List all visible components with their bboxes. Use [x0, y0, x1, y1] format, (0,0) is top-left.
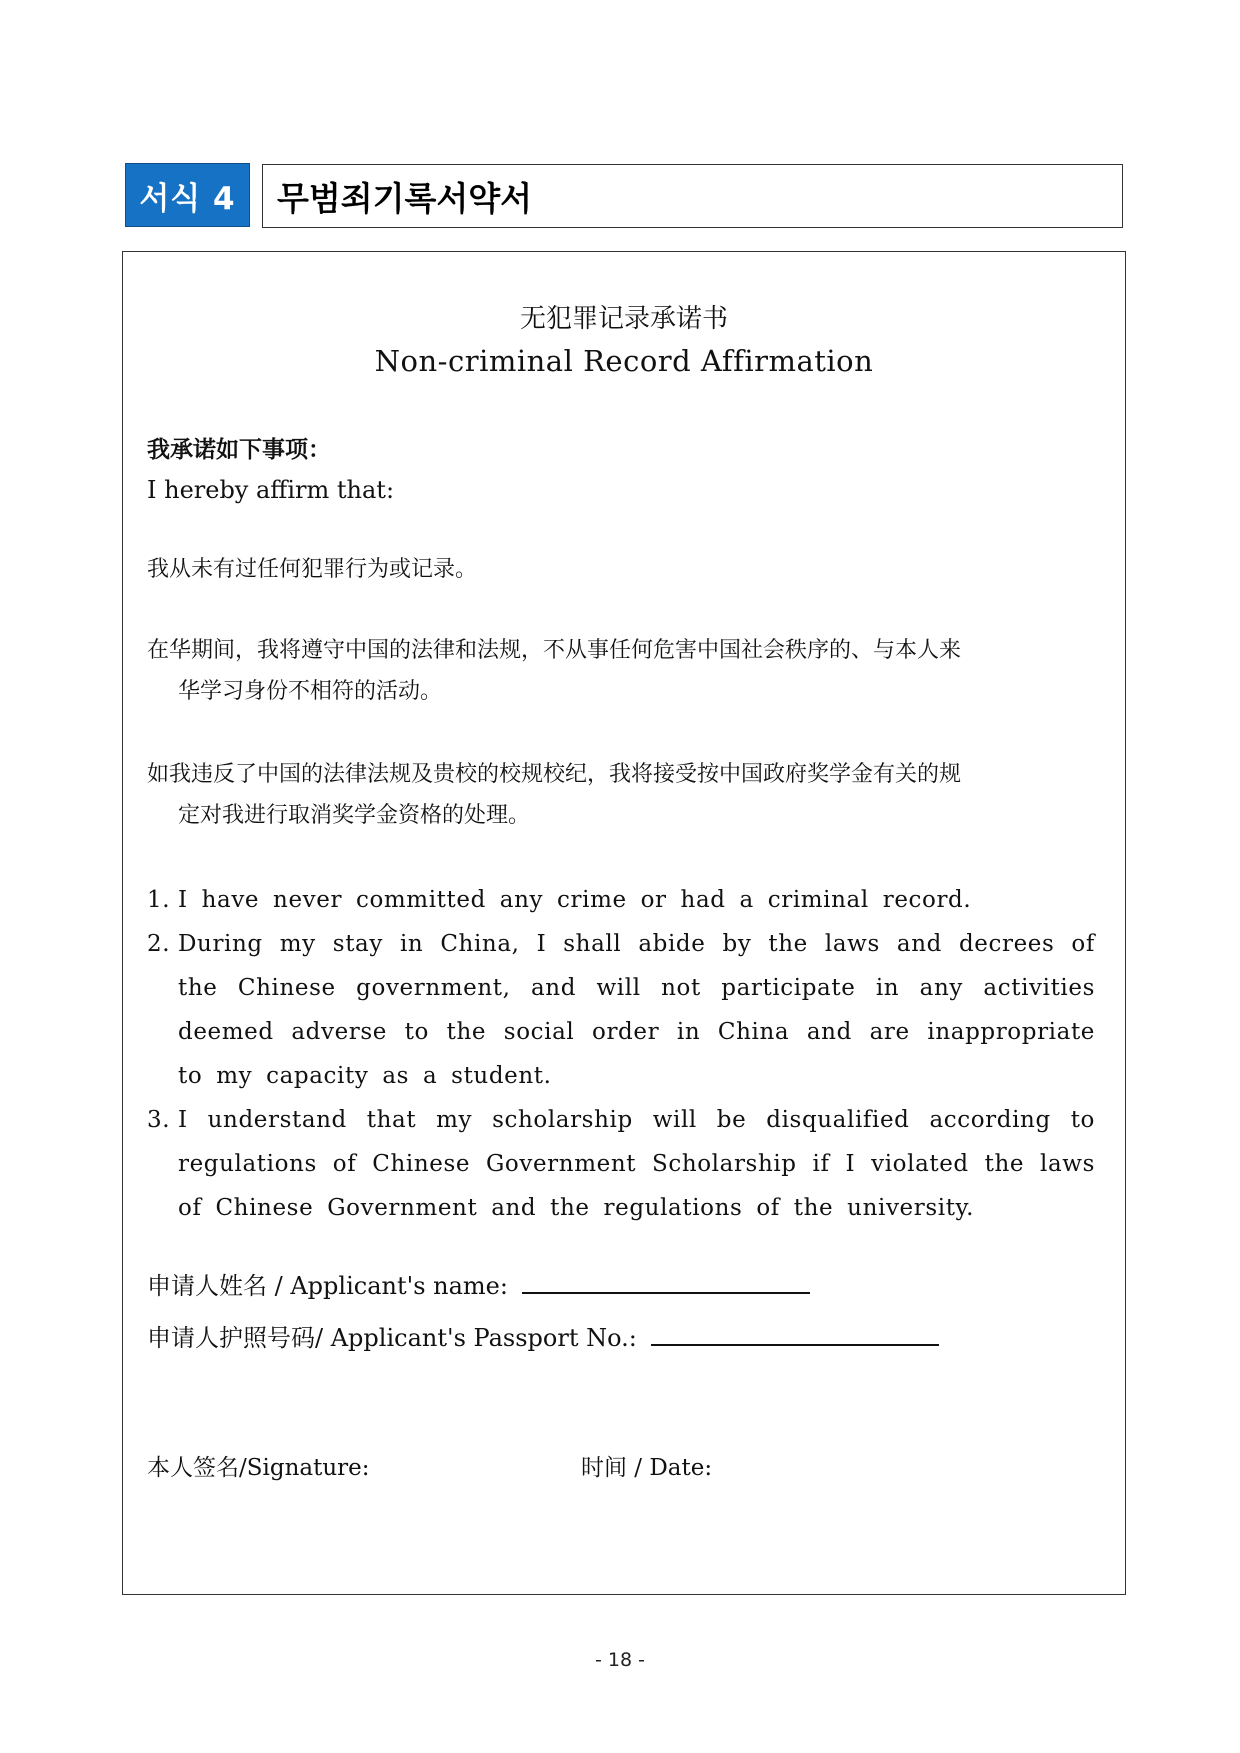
- chinese-item-1: [147, 549, 1095, 590]
- applicant-name-label: 申请人姓名 / Applicant's name:: [147, 1272, 508, 1300]
- form-number-badge: 서식 4: [125, 163, 250, 227]
- document-title-english: Non-criminal Record Affirmation: [374, 344, 874, 378]
- english-item-number: 2.: [147, 931, 171, 957]
- english-items-list: [147, 878, 1095, 1230]
- applicant-name-field: [147, 1266, 1095, 1306]
- chinese-item-2-line1: 在华期间，我将遵守中国的法律和法规，不从事任何危害中国社会秩序的、与本人来: [147, 638, 962, 663]
- english-item-text: I understand that my scholarship will be disqualified according to regulations of Chinese Government Scholarship if I violated the laws of Chinese Government and the regulations of the university.: [178, 1107, 1095, 1221]
- english-item-text: During my stay in China, I shall abide by the laws and decrees of the Chinese government, and will not participate in any activities deemed adverse to the social order in China and are inappropriate to my capacity as a student.: [178, 931, 1095, 1089]
- applicant-name-blank[interactable]: [522, 1270, 810, 1294]
- english-item-number: 3.: [147, 1107, 171, 1133]
- chinese-item-3-line2: 定对我进行取消奖学金资格的处理。: [178, 803, 531, 828]
- english-item-number: 1.: [147, 887, 171, 913]
- signature-row: [147, 1449, 1095, 1482]
- document-title-chinese: 无犯罪记录承诺书: [519, 304, 728, 334]
- english-item-3: [147, 1098, 1095, 1230]
- form-title: 무범죄기록서약서: [262, 164, 1123, 228]
- intro-chinese: 我承诺如下事项：: [147, 436, 331, 463]
- chinese-item-2-line2: 华学习身份不相符的活动。: [178, 679, 443, 704]
- intro-english: I hereby affirm that:: [147, 476, 395, 504]
- english-item-text: I have never committed any crime or had a criminal record.: [178, 887, 972, 913]
- english-item-1: [147, 878, 1095, 922]
- affirmation-box: [122, 251, 1126, 1595]
- english-item-2: [147, 922, 1095, 1098]
- page-number: - 18 -: [595, 1649, 645, 1671]
- chinese-item-2: [147, 630, 1095, 712]
- date-label: 时间 / Date:: [581, 1455, 713, 1481]
- chinese-item-1-text: 我从未有过任何犯罪行为或记录。: [147, 557, 478, 582]
- passport-number-field: [147, 1318, 1095, 1358]
- chinese-item-3: [147, 754, 1095, 836]
- signature-label: 本人签名/Signature:: [147, 1455, 370, 1481]
- passport-number-label: 申请人护照号码/ Applicant's Passport No.:: [147, 1324, 637, 1352]
- chinese-item-3-line1: 如我违反了中国的法律法规及贵校的校规校纪，我将接受按中国政府奖学金有关的规: [147, 762, 962, 787]
- passport-number-blank[interactable]: [651, 1322, 939, 1346]
